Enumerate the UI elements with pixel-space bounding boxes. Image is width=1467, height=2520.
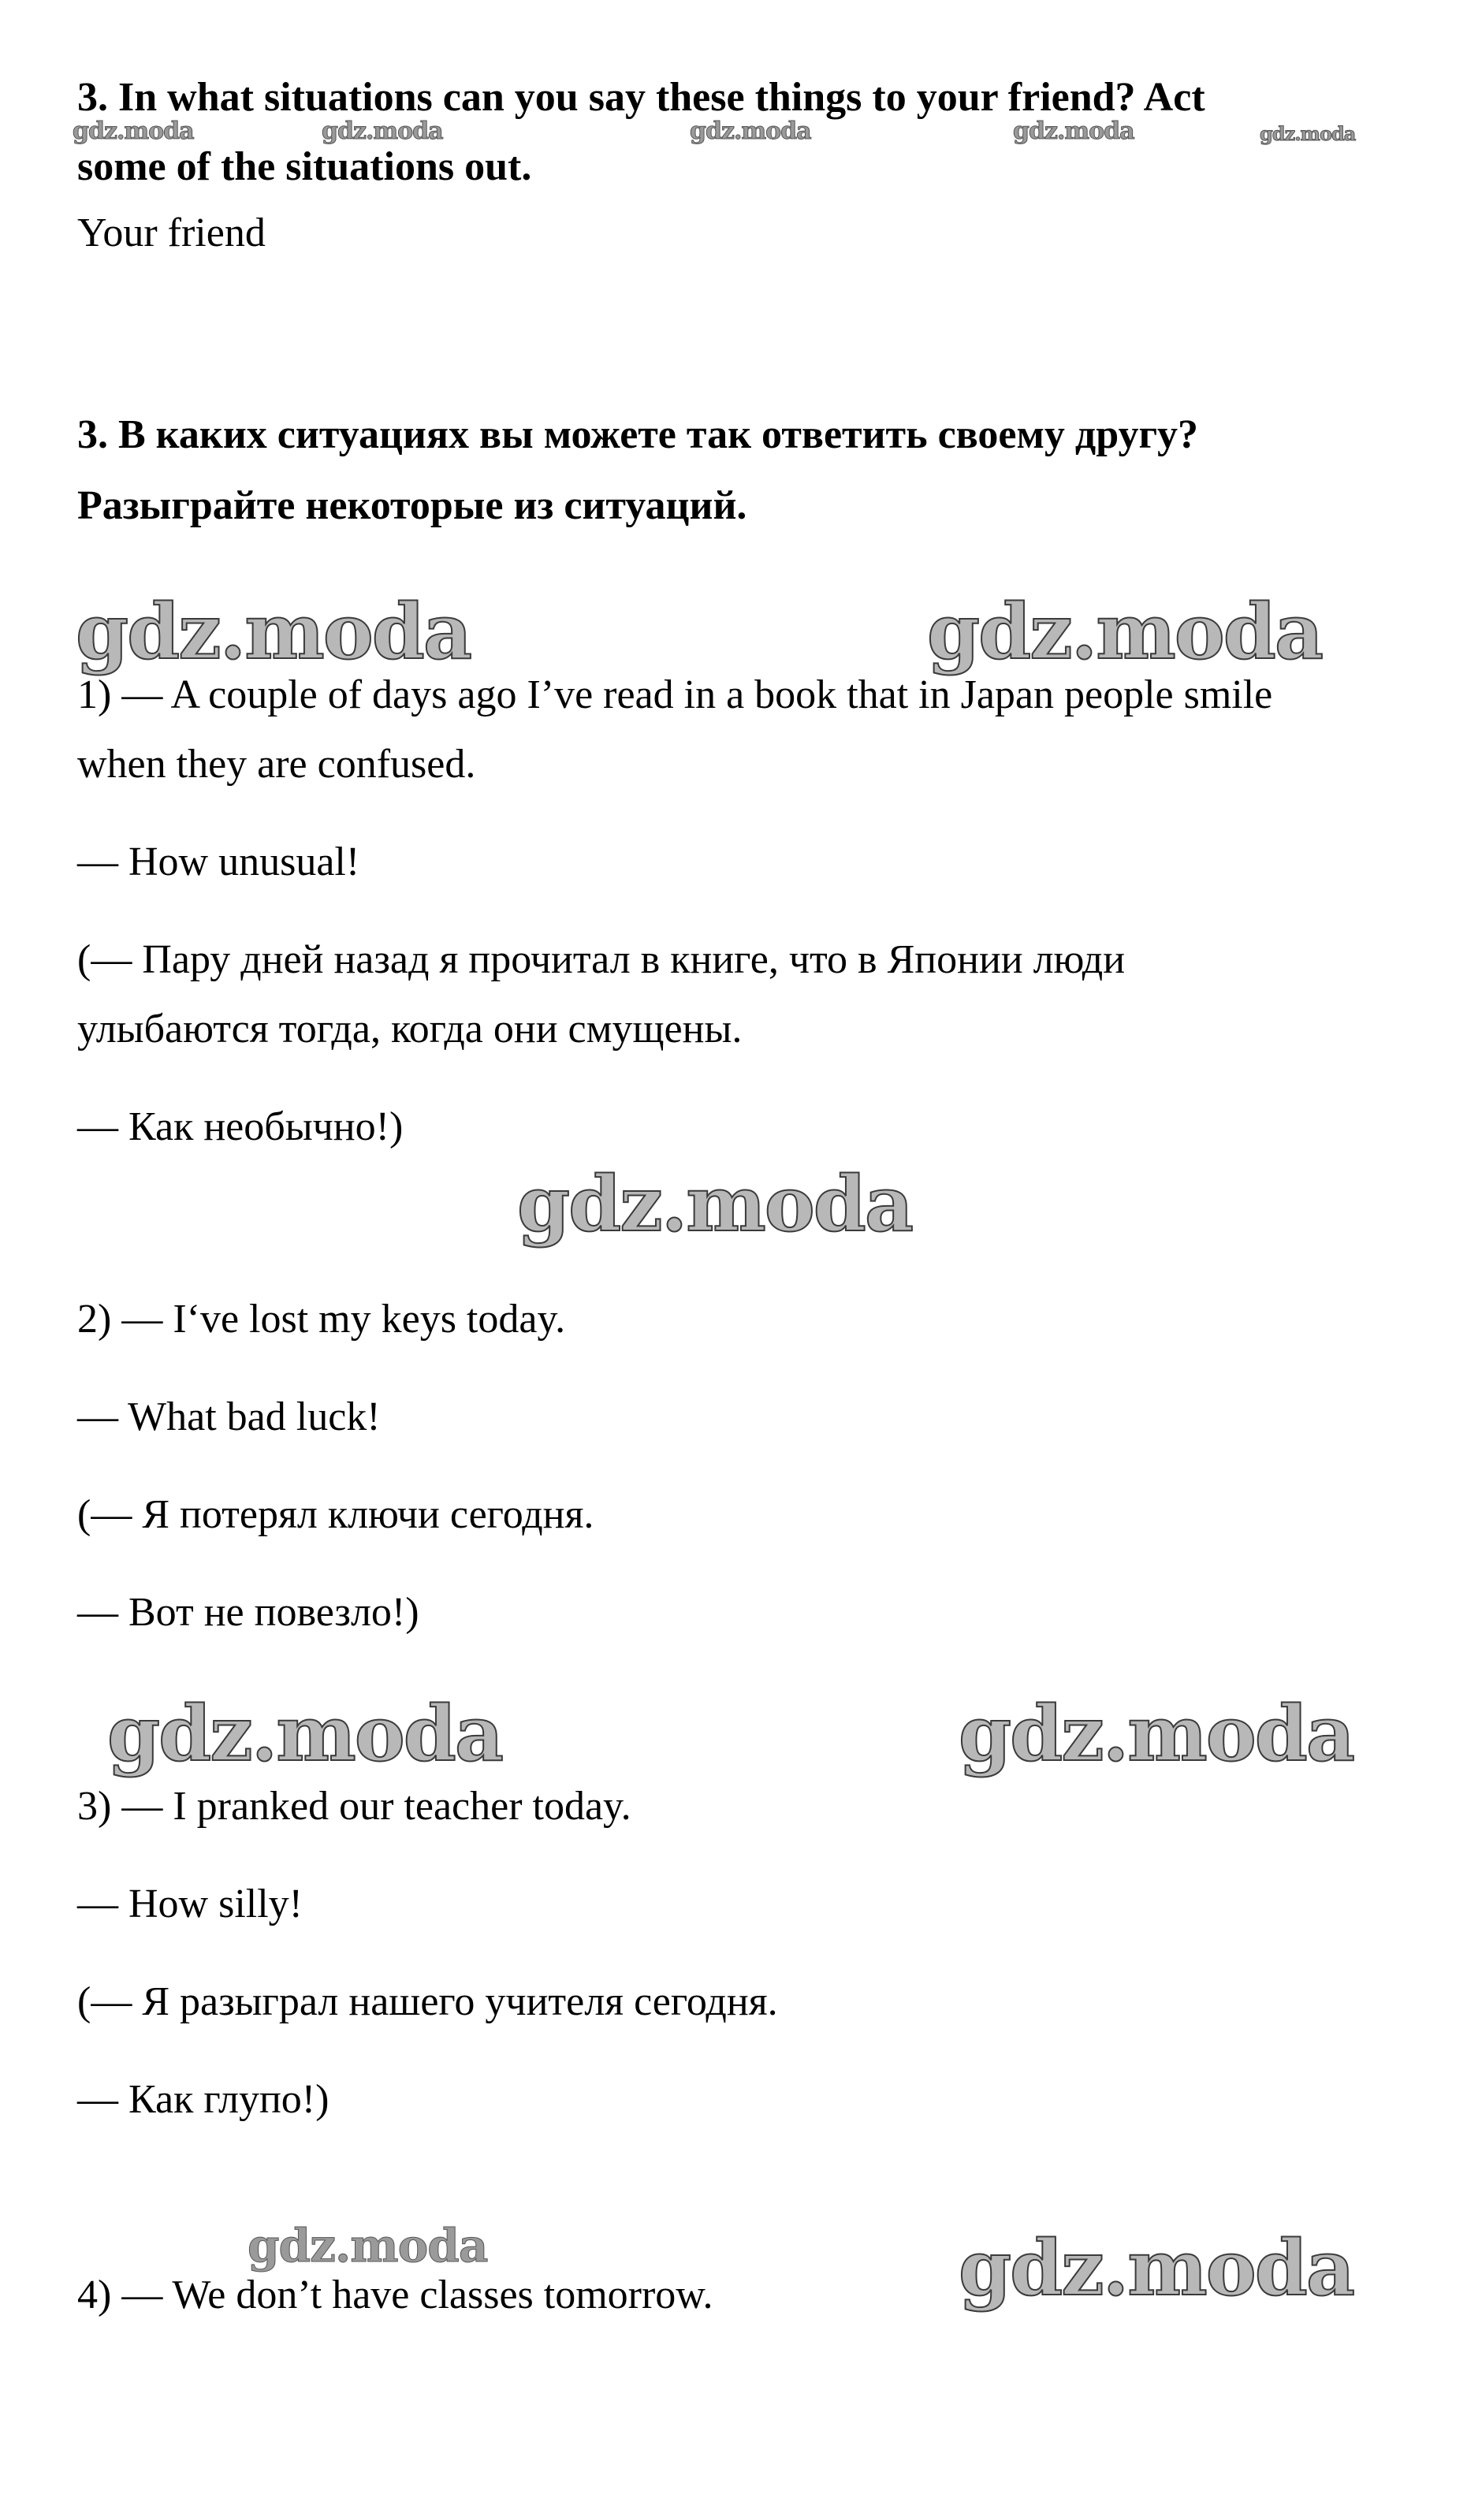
task-heading-en-line2: some of the situations out.	[77, 144, 532, 189]
task-heading-ru-line1: 3. В каких ситуациях вы можете так ответить своему другу?	[77, 412, 1199, 457]
dialogue-2-ru-reply: — Вот не повезло!)	[77, 1590, 419, 1635]
watermark: gdz.moda	[959, 2224, 1354, 2313]
dialogue-3-ru-line1: (— Я разыграл нашего учителя сегодня.	[77, 1979, 778, 2024]
watermark: gdz.moda	[322, 117, 443, 145]
dialogue-1-ru-line2: улыбаются тогда, когда они смущены.	[77, 1007, 743, 1052]
dialogue-4-line1: 4) — We don’t have classes tomorrow.	[77, 2272, 713, 2317]
dialogue-2-reply: — What bad luck!	[77, 1394, 381, 1439]
dialogue-1-ru-reply: — Как необычно!)	[77, 1104, 404, 1149]
dialogue-1-line1: 1) — A couple of days ago I’ve read in a book that in Japan people smile	[77, 672, 1273, 717]
dialogue-2-ru-line1: (— Я потерял ключи сегодня.	[77, 1492, 594, 1537]
watermark: gdz.moda	[690, 117, 811, 145]
task-heading-en-line1: 3. In what situations can you say these things to your friend? Act	[77, 75, 1205, 120]
watermark: gdz.moda	[248, 2219, 488, 2272]
watermark: gdz.moda	[517, 1159, 913, 1249]
dialogue-1-ru-line1: (— Пару дней назад я прочитал в книге, что в Японии люди	[77, 937, 1126, 982]
dialogue-3-line1: 3) — I pranked our teacher today.	[77, 1784, 631, 1829]
watermark: gdz.moda	[73, 117, 194, 145]
task-subtitle: Your friend	[77, 210, 266, 255]
dialogue-3-reply: — How silly!	[77, 1882, 303, 1926]
task-heading-ru-line2: Разыграйте некоторые из ситуаций.	[77, 483, 747, 528]
dialogue-3-ru-reply: — Как глупо!)	[77, 2077, 330, 2122]
watermark: gdz.moda	[1260, 122, 1356, 145]
watermark: gdz.moda	[1013, 117, 1134, 145]
dialogue-2-line1: 2) — I‘ve lost my keys today.	[77, 1297, 566, 1342]
dialogue-1-line2: when they are confused.	[77, 742, 476, 787]
watermark: gdz.moda	[107, 1689, 503, 1778]
watermark: gdz.moda	[959, 1689, 1354, 1778]
watermark: gdz.moda	[927, 587, 1323, 676]
watermark: gdz.moda	[76, 587, 471, 676]
dialogue-1-reply: — How unusual!	[77, 839, 360, 884]
